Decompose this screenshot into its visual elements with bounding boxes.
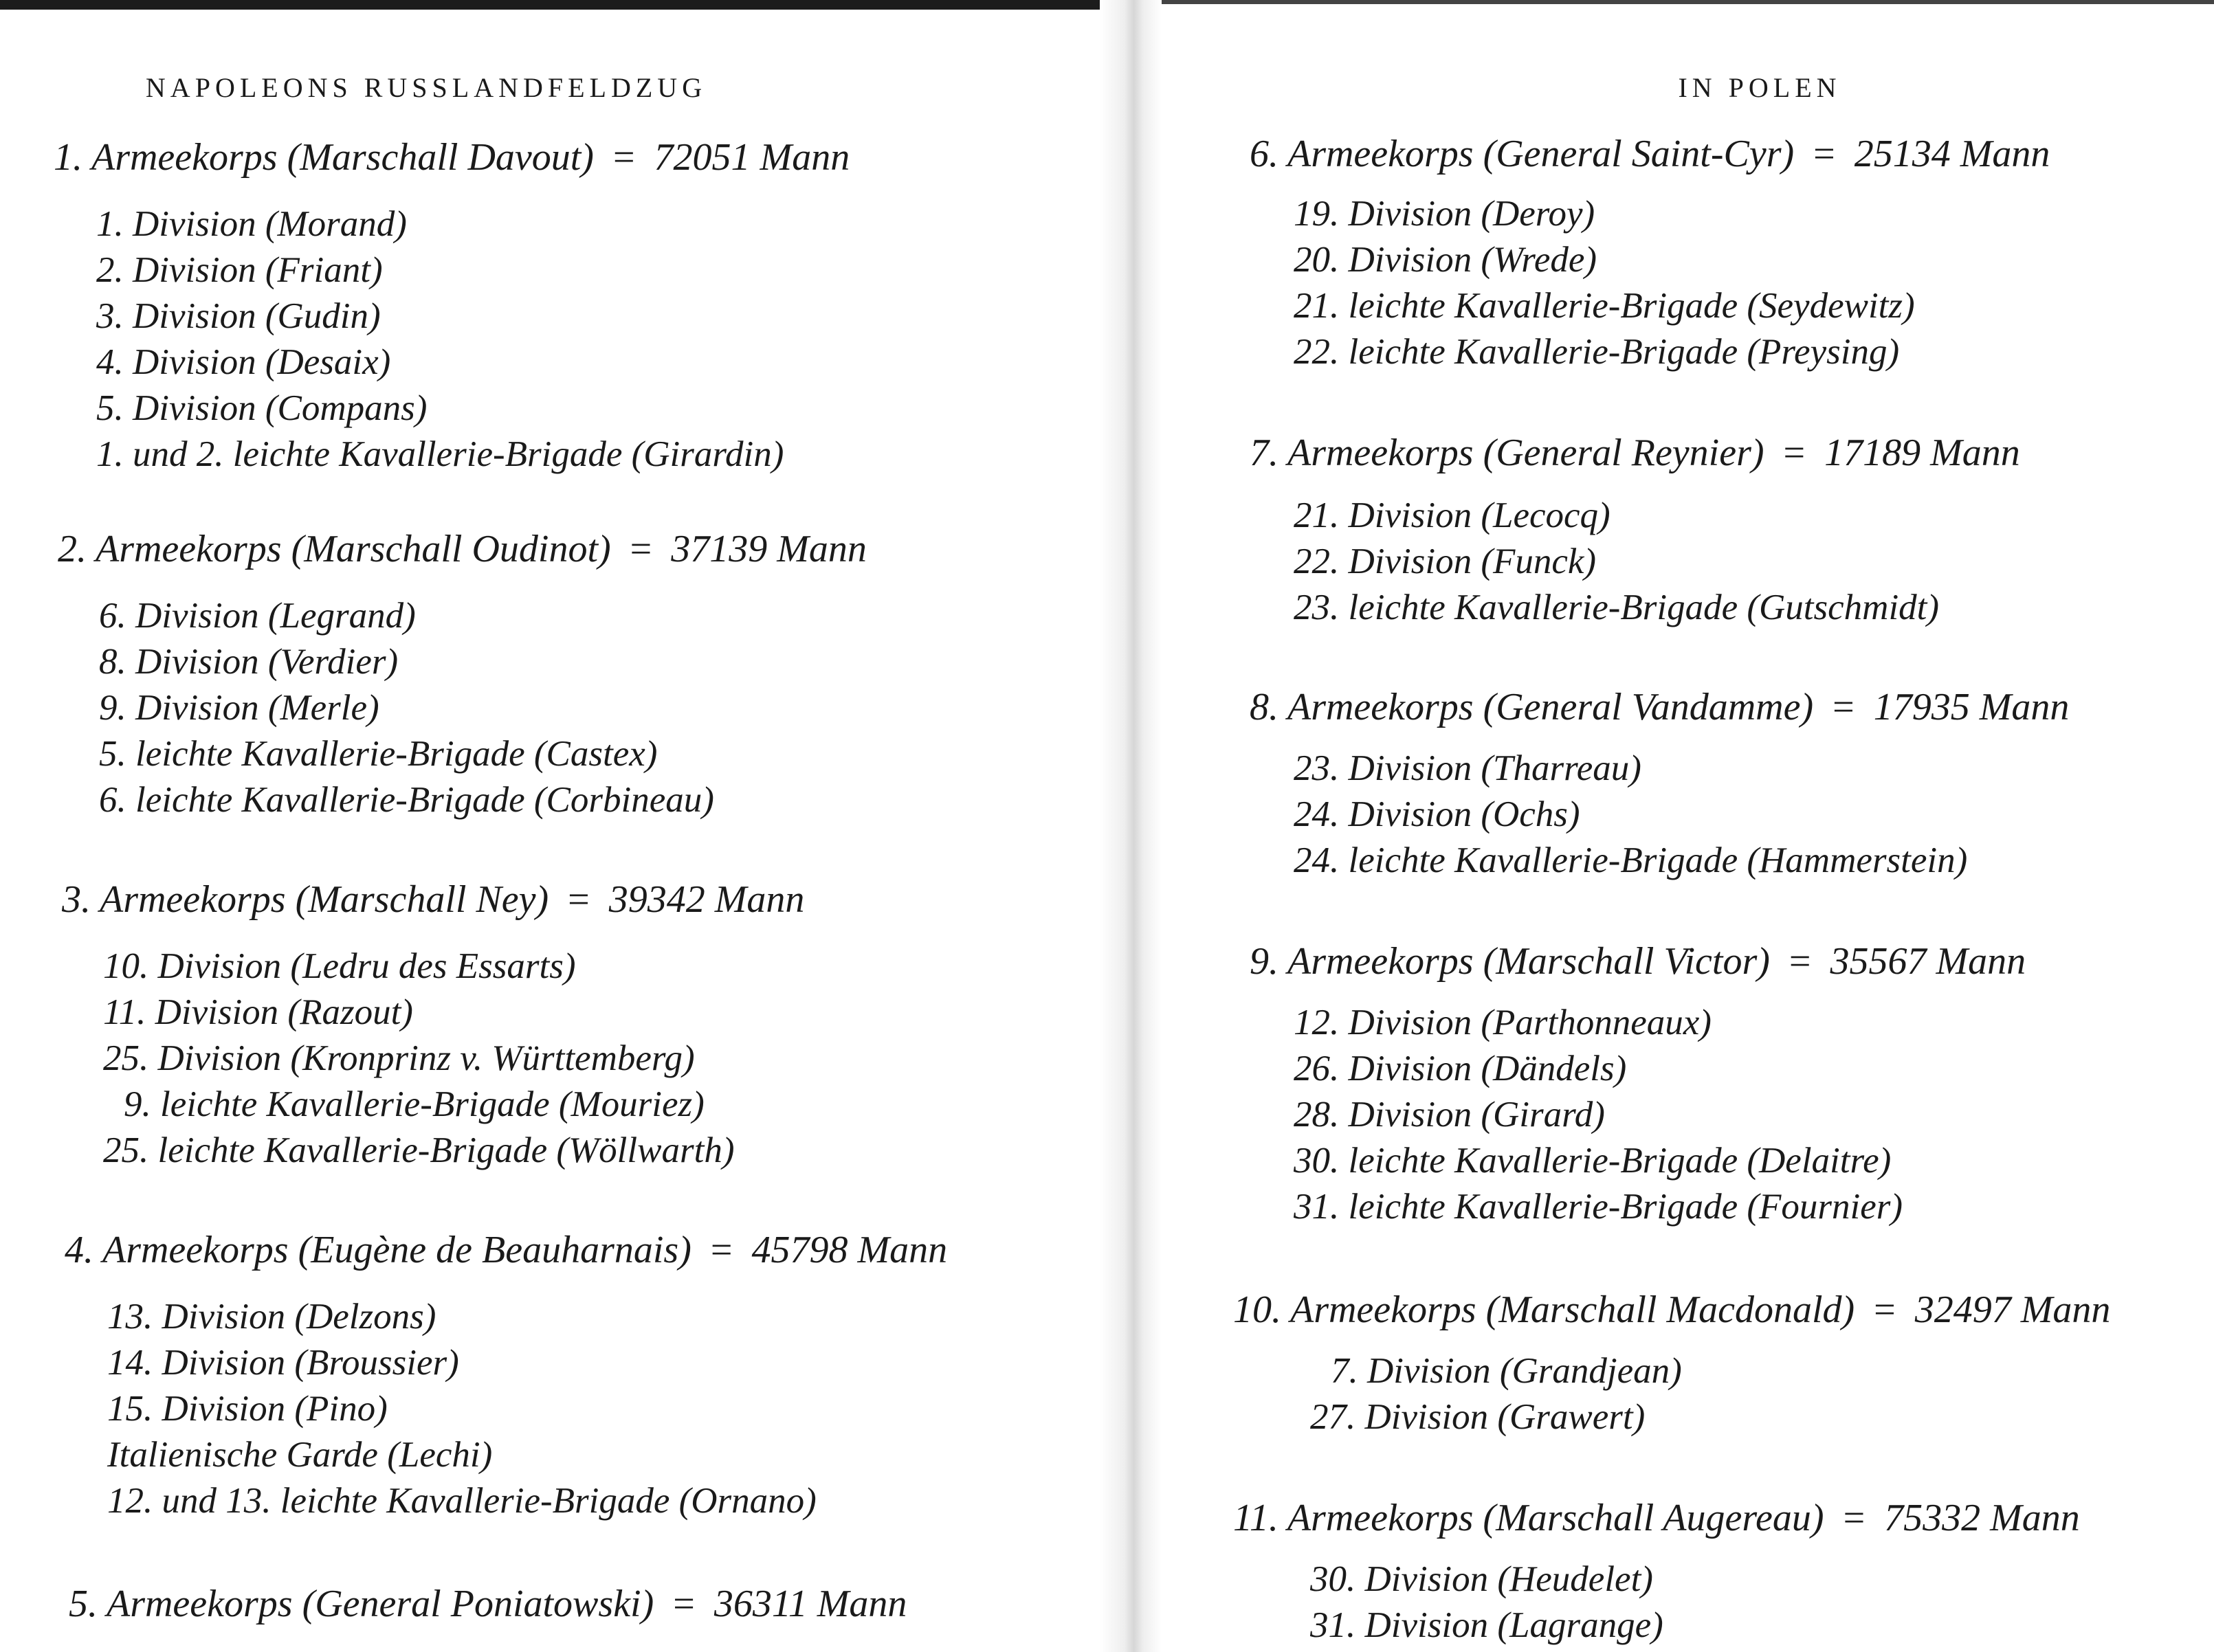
corps-heading: 6. Armeekorps (General Saint-Cyr) = 25134 Mann <box>1250 133 2050 175</box>
corps-strength: 17189 Mann <box>1824 432 2020 474</box>
running-head: IN POLEN <box>1678 72 1841 103</box>
unit-item: 19. Division (Deroy) <box>1294 194 1595 234</box>
corps-block <box>1250 131 2214 375</box>
corps-heading: 2. Armeekorps (Marschall Oudinot) = 37139 Mann <box>58 528 867 570</box>
unit-item: 2. Division (Friant) <box>96 250 383 290</box>
unit-item: 6. leichte Kavallerie-Brigade (Corbineau) <box>99 780 714 820</box>
unit-item: 31. Division (Lagrange) <box>1310 1605 1663 1645</box>
corps-strength: 37139 Mann <box>671 528 867 570</box>
unit-item: 1. Division (Morand) <box>96 204 407 244</box>
unit-item: 9. Division (Merle) <box>99 688 379 728</box>
corps-strength: 32497 Mann <box>1914 1288 2111 1331</box>
corps-heading: 3. Armeekorps (Marschall Ney) = 39342 Mann <box>62 878 805 921</box>
unit-list <box>1250 493 2214 631</box>
unit-item: 21. Division (Lecocq) <box>1294 495 1610 535</box>
unit-list <box>1250 191 2214 375</box>
unit-item: 8. Division (Verdier) <box>99 642 399 682</box>
corps-heading: 11. Armeekorps (Marschall Augereau) = 75332 Mann <box>1233 1497 2080 1539</box>
unit-item: 25. Division (Kronprinz v. Württemberg) <box>103 1038 695 1078</box>
corps-heading: 5. Armeekorps (General Poniatowski) = 36311 Mann <box>69 1583 907 1625</box>
unit-item: 24. leichte Kavallerie-Brigade (Hammerstein) <box>1294 840 1968 880</box>
unit-item: 25. leichte Kavallerie-Brigade (Wöllwarth) <box>103 1130 735 1170</box>
unit-item: 20. Division (Wrede) <box>1294 240 1597 280</box>
unit-item: 10. Division (Ledru des Essarts) <box>103 946 576 986</box>
corps-heading: 9. Armeekorps (Marschall Victor) = 35567 Mann <box>1250 940 2026 983</box>
unit-item: 3. Division (Gudin) <box>96 296 381 336</box>
unit-item: 5. Division (Compans) <box>96 388 428 428</box>
unit-item: 13. Division (Delzons) <box>107 1297 436 1337</box>
corps-strength: 35567 Mann <box>1830 940 2026 983</box>
corps-block <box>1250 938 2214 1230</box>
unit-item: 22. Division (Funck) <box>1294 542 1597 581</box>
unit-item: 1. und 2. leichte Kavallerie-Brigade (Girardin) <box>96 434 784 474</box>
corps-strength: 75332 Mann <box>1884 1497 2080 1539</box>
unit-item: 21. leichte Kavallerie-Brigade (Seydewitz) <box>1294 286 1915 326</box>
unit-list <box>54 201 1153 478</box>
corps-strength: 72051 Mann <box>654 136 850 179</box>
unit-item: 7. Division (Grandjean) <box>1331 1351 1682 1391</box>
corps-block <box>1233 1286 2214 1440</box>
corps-block <box>1250 429 2214 631</box>
corps-heading: 4. Armeekorps (Eugène de Beauharnais) = 45798 Mann <box>65 1229 948 1271</box>
corps-strength: 45798 Mann <box>751 1229 948 1271</box>
unit-list <box>1250 1000 2214 1230</box>
unit-item: 6. Division (Legrand) <box>99 596 416 636</box>
unit-item: 12. Division (Parthonneaux) <box>1294 1003 1712 1042</box>
unit-item: 28. Division (Girard) <box>1294 1095 1605 1135</box>
corps-block <box>58 526 1158 823</box>
unit-item: 23. leichte Kavallerie-Brigade (Gutschmidt) <box>1294 588 1940 627</box>
corps-block <box>1233 1495 2214 1649</box>
unit-item: 30. Division (Heudelet) <box>1310 1559 1653 1599</box>
unit-item: Italienische Garde (Lechi) <box>107 1435 493 1475</box>
corps-strength: 17935 Mann <box>1873 686 2070 728</box>
unit-item: 11. Division (Razout) <box>103 992 413 1032</box>
running-head: NAPOLEONS RUSSLANDFELDZUG <box>145 72 707 103</box>
corps-block <box>65 1227 1164 1524</box>
corps-block <box>62 876 1162 1174</box>
unit-list <box>1233 1348 2214 1440</box>
unit-item: 22. leichte Kavallerie-Brigade (Preysing) <box>1294 332 1900 372</box>
left-page <box>0 0 1100 1652</box>
right-page <box>1162 0 2214 1652</box>
unit-item: 4. Division (Desaix) <box>96 342 391 382</box>
unit-item: 26. Division (Dändels) <box>1294 1049 1627 1089</box>
corps-heading: 1. Armeekorps (Marschall Davout) = 72051 Mann <box>54 136 850 179</box>
corps-heading: 8. Armeekorps (General Vandamme) = 17935 Mann <box>1250 686 2070 728</box>
corps-strength: 36311 Mann <box>713 1583 907 1625</box>
unit-item: 31. leichte Kavallerie-Brigade (Fournier) <box>1294 1187 1903 1227</box>
corps-block <box>1250 684 2214 884</box>
unit-list <box>65 1294 1164 1524</box>
unit-item: 30. leichte Kavallerie-Brigade (Delaitre) <box>1294 1141 1892 1181</box>
corps-heading: 10. Armeekorps (Marschall Macdonald) = 32497 Mann <box>1233 1288 2111 1331</box>
corps-heading: 7. Armeekorps (General Reynier) = 17189 Mann <box>1250 432 2020 474</box>
unit-item: 5. leichte Kavallerie-Brigade (Castex) <box>99 734 658 774</box>
unit-list <box>1250 746 2214 884</box>
corps-block <box>54 134 1153 478</box>
unit-item: 24. Division (Ochs) <box>1294 794 1580 834</box>
unit-list <box>62 944 1162 1174</box>
unit-list <box>1233 1556 2214 1649</box>
unit-item: 14. Division (Broussier) <box>107 1343 459 1383</box>
unit-item: 27. Division (Grawert) <box>1310 1397 1646 1437</box>
unit-item: 9. leichte Kavallerie-Brigade (Mouriez) <box>124 1084 705 1124</box>
corps-block <box>69 1581 1169 1627</box>
unit-item: 23. Division (Tharreau) <box>1294 748 1641 788</box>
unit-item: 15. Division (Pino) <box>107 1389 388 1429</box>
unit-list <box>58 593 1158 823</box>
unit-item: 12. und 13. leichte Kavallerie-Brigade (Ornano) <box>107 1481 817 1521</box>
corps-strength: 25134 Mann <box>1854 133 2050 175</box>
corps-strength: 39342 Mann <box>608 878 805 921</box>
